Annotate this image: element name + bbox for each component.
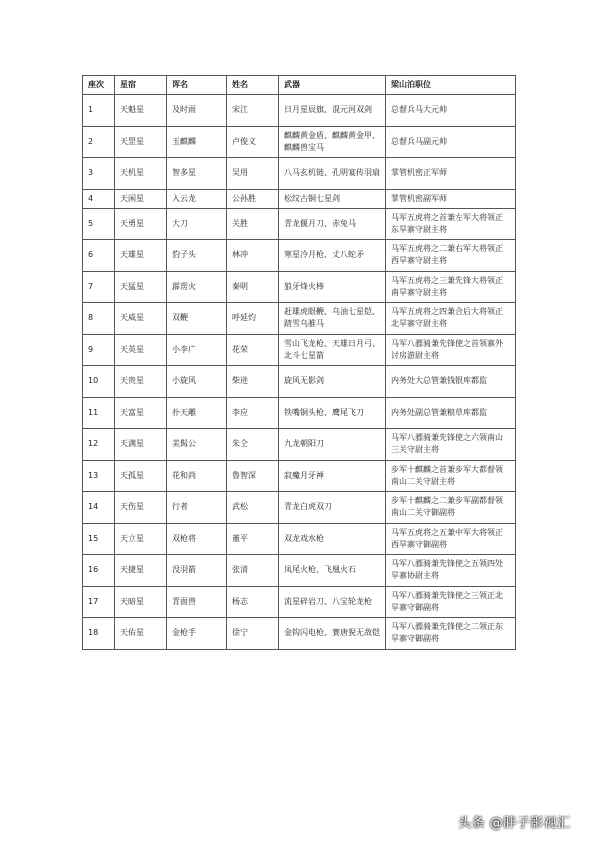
table-cell: 天罡星 [115, 126, 167, 158]
table-cell: 天伤星 [115, 492, 167, 524]
table-cell: 9 [83, 334, 115, 366]
table-cell: 10 [83, 366, 115, 398]
table-cell: 旋风无影剑 [279, 366, 386, 398]
table-cell: 美髯公 [167, 429, 227, 461]
table-row [83, 240, 516, 272]
table-cell: 扑天雕 [167, 397, 227, 429]
table-cell: 行者 [167, 492, 227, 524]
table-row [83, 555, 516, 587]
table-row [83, 334, 516, 366]
table-cell: 智多星 [167, 158, 227, 190]
table-cell: 双鞭 [167, 303, 227, 335]
table-cell: 凤尾火枪、飞凰火石 [279, 555, 386, 587]
table-row [83, 303, 516, 335]
table-cell: 金钩闪电枪、赛唐猊无敌铠 [279, 618, 386, 650]
table-header-row [83, 76, 516, 95]
table-cell: 花荣 [227, 334, 279, 366]
table-cell: 天立星 [115, 523, 167, 555]
table-cell: 6 [83, 240, 115, 272]
table-cell: 天孤星 [115, 460, 167, 492]
table-cell: 秦明 [227, 271, 279, 303]
table-cell: 小旋风 [167, 366, 227, 398]
table-cell: 双龙戏水枪 [279, 523, 386, 555]
table-row [83, 460, 516, 492]
table-cell: 天暗星 [115, 586, 167, 618]
table-row [83, 492, 516, 524]
table-cell: 16 [83, 555, 115, 587]
table-cell: 呼延灼 [227, 303, 279, 335]
table-cell: 天英星 [115, 334, 167, 366]
table-cell: 掌管机密副军师 [386, 189, 516, 208]
table-row [83, 586, 516, 618]
table-cell: 总督兵马大元帅 [386, 95, 516, 127]
table-cell: 马军八骠骑兼先锋使之六领南山三关守尉主将 [386, 429, 516, 461]
table-cell: 鲁智深 [227, 460, 279, 492]
table-cell: 内务处大总管兼钱银库都监 [386, 366, 516, 398]
table-cell: 1 [83, 95, 115, 127]
table-cell: 日月星辰旗、混元河双剑 [279, 95, 386, 127]
table-cell: 雪山飞龙枪、天雄日月弓、北斗七星箭 [279, 334, 386, 366]
table-cell: 马军八骠骑兼先锋使之五领四处旱寨协尉主将 [386, 555, 516, 587]
table-cell: 柴进 [227, 366, 279, 398]
table-cell: 15 [83, 523, 115, 555]
table-cell: 松纹古铜七星剑 [279, 189, 386, 208]
table-cell: 及时雨 [167, 95, 227, 127]
table-row [83, 95, 516, 127]
table-cell: 徐宁 [227, 618, 279, 650]
table-cell: 天雄星 [115, 240, 167, 272]
table-cell: 马军五虎将之三兼先锋大将领正南旱寨守尉主将 [386, 271, 516, 303]
table-cell: 天猛星 [115, 271, 167, 303]
table-cell: 花和尚 [167, 460, 227, 492]
table-cell: 双枪将 [167, 523, 227, 555]
table-cell: 3 [83, 158, 115, 190]
table-cell: 寂魔月牙禅 [279, 460, 386, 492]
table-row [83, 158, 516, 190]
table-cell: 大刀 [167, 208, 227, 240]
table-cell: 14 [83, 492, 115, 524]
table-row [83, 366, 516, 398]
table-row [83, 189, 516, 208]
table-cell: 霹雳火 [167, 271, 227, 303]
table-cell: 马军五虎将之五兼中军大将领正西旱寨守御副将 [386, 523, 516, 555]
table-cell: 玉麒麟 [167, 126, 227, 158]
table-cell: 5 [83, 208, 115, 240]
table-cell: 天机星 [115, 158, 167, 190]
table-cell: 18 [83, 618, 115, 650]
table-cell: 2 [83, 126, 115, 158]
header-cell: 星宿 [115, 76, 167, 95]
table-cell: 武松 [227, 492, 279, 524]
table-cell: 没羽箭 [167, 555, 227, 587]
table-cell: 卢俊义 [227, 126, 279, 158]
table-cell: 步军十麒麟之首兼步军大都督领南山二关守尉主将 [386, 460, 516, 492]
table-cell: 九龙朝阳刀 [279, 429, 386, 461]
table-cell: 豹子头 [167, 240, 227, 272]
table-cell: 金枪手 [167, 618, 227, 650]
table-cell: 7 [83, 271, 115, 303]
header-cell: 武器 [279, 76, 386, 95]
table-cell: 青龙白虎双刀 [279, 492, 386, 524]
table-cell: 青面兽 [167, 586, 227, 618]
table-cell: 吴用 [227, 158, 279, 190]
table-cell: 8 [83, 303, 115, 335]
table-cell: 马军八骠骑兼先锋使之三领正北旱寨守御副将 [386, 586, 516, 618]
table-cell: 天威星 [115, 303, 167, 335]
table-cell: 13 [83, 460, 115, 492]
table-cell: 马军八骠骑兼先锋使之首领寨外讨房游尉主将 [386, 334, 516, 366]
table-cell: 小李广 [167, 334, 227, 366]
roster-table [82, 75, 516, 650]
header-cell: 姓名 [227, 76, 279, 95]
table-cell: 铁嘴铜头枪、鹰尾飞刀 [279, 397, 386, 429]
table-cell: 寒星冷月枪、丈八蛇矛 [279, 240, 386, 272]
table-cell: 马军五虎将之二兼右军大将领正西旱寨守尉主将 [386, 240, 516, 272]
table-cell: 八马玄机链、孔明宴传羽扇 [279, 158, 386, 190]
table-cell: 天贵星 [115, 366, 167, 398]
table-row [83, 397, 516, 429]
table-cell: 天闲星 [115, 189, 167, 208]
table-cell: 内务处副总管兼粮草库都监 [386, 397, 516, 429]
table-row [83, 523, 516, 555]
table-cell: 天佑星 [115, 618, 167, 650]
table-row [83, 271, 516, 303]
table-cell: 天富星 [115, 397, 167, 429]
table-cell: 麒麟黄金盾、麒麟黄金甲、麒麟兽宝马 [279, 126, 386, 158]
table-cell: 马军五虎将之首兼左军大将领正东旱寨守尉主将 [386, 208, 516, 240]
table-cell: 狼牙烽火棒 [279, 271, 386, 303]
table-cell: 董平 [227, 523, 279, 555]
table-cell: 天勇星 [115, 208, 167, 240]
table-cell: 马军八骠骑兼先锋使之二领正东旱寨守御副将 [386, 618, 516, 650]
table-cell: 赶雄虎眼鞭、乌油七星铠、踏雪乌骓马 [279, 303, 386, 335]
header-cell: 梁山泊职位 [386, 76, 516, 95]
table-cell: 天满星 [115, 429, 167, 461]
table-cell: 青龙偃月刀、赤兔马 [279, 208, 386, 240]
header-cell: 诨名 [167, 76, 227, 95]
table-row [83, 618, 516, 650]
table-cell: 李应 [227, 397, 279, 429]
watermark: 头条 @胖子影视汇 [458, 816, 571, 831]
table-cell: 掌管机密正军师 [386, 158, 516, 190]
table-cell: 公孙胜 [227, 189, 279, 208]
table-cell: 17 [83, 586, 115, 618]
table-row [83, 208, 516, 240]
table-cell: 入云龙 [167, 189, 227, 208]
table-cell: 流星碎岩刀、八宝轮龙枪 [279, 586, 386, 618]
table-cell: 林冲 [227, 240, 279, 272]
table-cell: 步军十麒麟之二兼步军副都督领南山二关守御副将 [386, 492, 516, 524]
table-cell: 11 [83, 397, 115, 429]
table-cell: 朱仝 [227, 429, 279, 461]
table-row [83, 126, 516, 158]
table-cell: 马军五虎将之四兼合后大将领正北旱寨守尉主将 [386, 303, 516, 335]
table-cell: 天捷星 [115, 555, 167, 587]
table-cell: 关胜 [227, 208, 279, 240]
table-cell: 宋江 [227, 95, 279, 127]
table-cell: 杨志 [227, 586, 279, 618]
table-row [83, 429, 516, 461]
table-cell: 天魁星 [115, 95, 167, 127]
table-cell: 4 [83, 189, 115, 208]
table-cell: 总督兵马副元帅 [386, 126, 516, 158]
header-cell: 座次 [83, 76, 115, 95]
table-cell: 12 [83, 429, 115, 461]
table-cell: 张清 [227, 555, 279, 587]
